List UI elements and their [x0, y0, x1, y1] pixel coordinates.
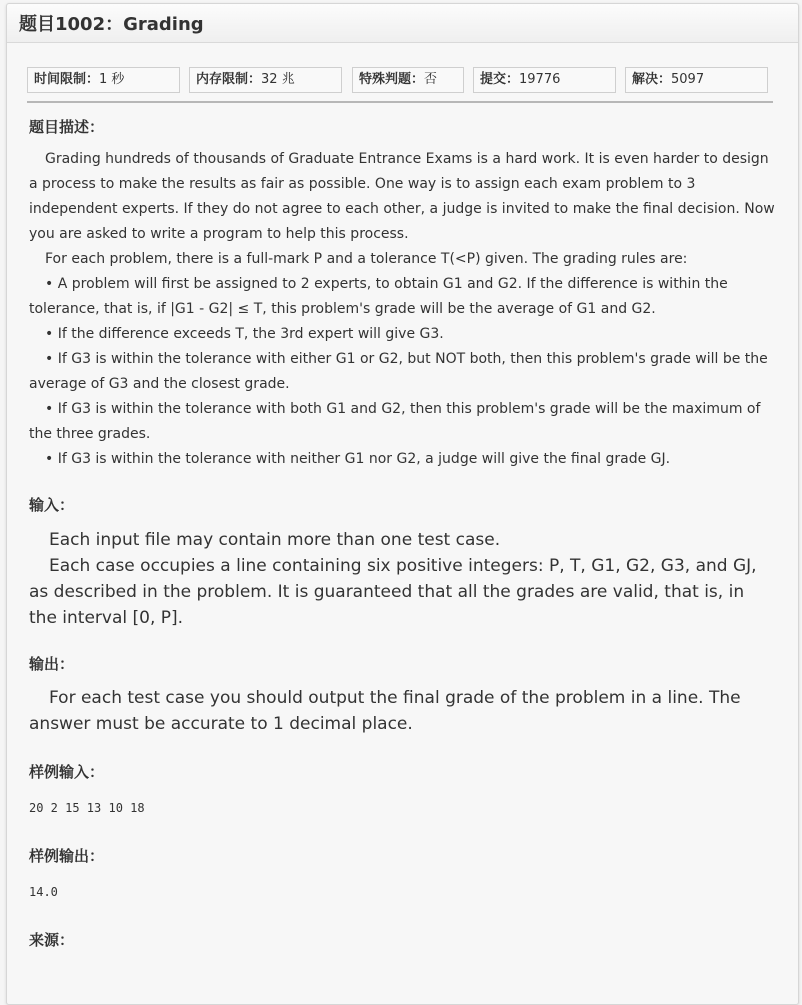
time-limit-value: 1 秒 — [99, 72, 125, 87]
memory-limit-label: 内存限制： — [196, 72, 262, 87]
rule-item: • If G3 is within the tolerance with both G1 and G2, then this problem's grade will be the maximum of the three grades. — [29, 401, 761, 442]
sample-input-title: 样例输入： — [29, 763, 105, 781]
submit-count-value: 19776 — [519, 72, 561, 87]
rule-item: • A problem will first be assigned to 2 experts, to obtain G1 and G2. If the difference is within the tolerance, that is, if |G1 - G2| ≤ T, this problem's grade will be the average of G1 and G2. — [29, 276, 728, 317]
input-title: 输入： — [29, 496, 75, 514]
output-paragraph: For each test case you should output the final grade of the problem in a line. The answer must be accurate to 1 decimal place. — [29, 688, 741, 734]
memory-limit-value: 32 兆 — [261, 72, 295, 87]
solved-count-label: 解决： — [632, 72, 672, 87]
problem-panel — [6, 3, 799, 1005]
submit-count-label: 提交： — [480, 72, 520, 87]
rule-item: • If G3 is within the tolerance with either G1 or G2, but NOT both, then this problem's grade will be the average of G3 and the closest grade. — [29, 351, 768, 392]
input-paragraph: Each input file may contain more than one test case. — [49, 530, 501, 550]
input-paragraph: Each case occupies a line containing six positive integers: P, T, G1, G2, G3, and GJ, as described in the problem. It is guaranteed that all the grades are valid, that is, in the interval [0, P]. — [29, 556, 757, 628]
source-title: 来源： — [29, 931, 75, 949]
special-judge — [352, 67, 464, 93]
sample-output: 14.0 — [29, 885, 58, 899]
submit-count — [473, 67, 616, 93]
special-judge-label: 特殊判题： — [359, 72, 425, 87]
description-title: 题目描述： — [29, 118, 105, 136]
description-paragraph: Grading hundreds of thousands of Graduate Entrance Exams is a hard work. It is even harder to design a process to make the results as fair as possible. One way is to assign each exam problem to 3 independent experts. If they do not agree to each other, a judge is invited to make the final decision. Now you are asked to write a program to help this process. — [29, 151, 775, 242]
memory-limit — [189, 67, 342, 93]
title-bar — [7, 4, 798, 43]
sample-input: 20 2 15 13 10 18 — [29, 801, 145, 815]
time-limit — [27, 67, 180, 93]
description-text — [29, 147, 779, 472]
info-row — [27, 67, 773, 103]
output-text — [29, 685, 777, 737]
sample-output-title: 样例输出： — [29, 847, 105, 865]
input-text — [29, 527, 777, 631]
rule-item: • If G3 is within the tolerance with neither G1 nor G2, a judge will give the final grade GJ. — [45, 451, 671, 467]
special-judge-value: 否 — [424, 72, 438, 87]
time-limit-label: 时间限制： — [34, 72, 100, 87]
output-title: 输出： — [29, 655, 75, 673]
description-paragraph: For each problem, there is a full-mark P and a tolerance T(<P) given. The grading rules are: — [45, 251, 688, 267]
problem-title: 题目1002：Grading — [19, 14, 204, 35]
solved-count — [625, 67, 768, 93]
rule-item: • If the difference exceeds T, the 3rd expert will give G3. — [45, 326, 444, 342]
solved-count-value: 5097 — [671, 72, 705, 87]
